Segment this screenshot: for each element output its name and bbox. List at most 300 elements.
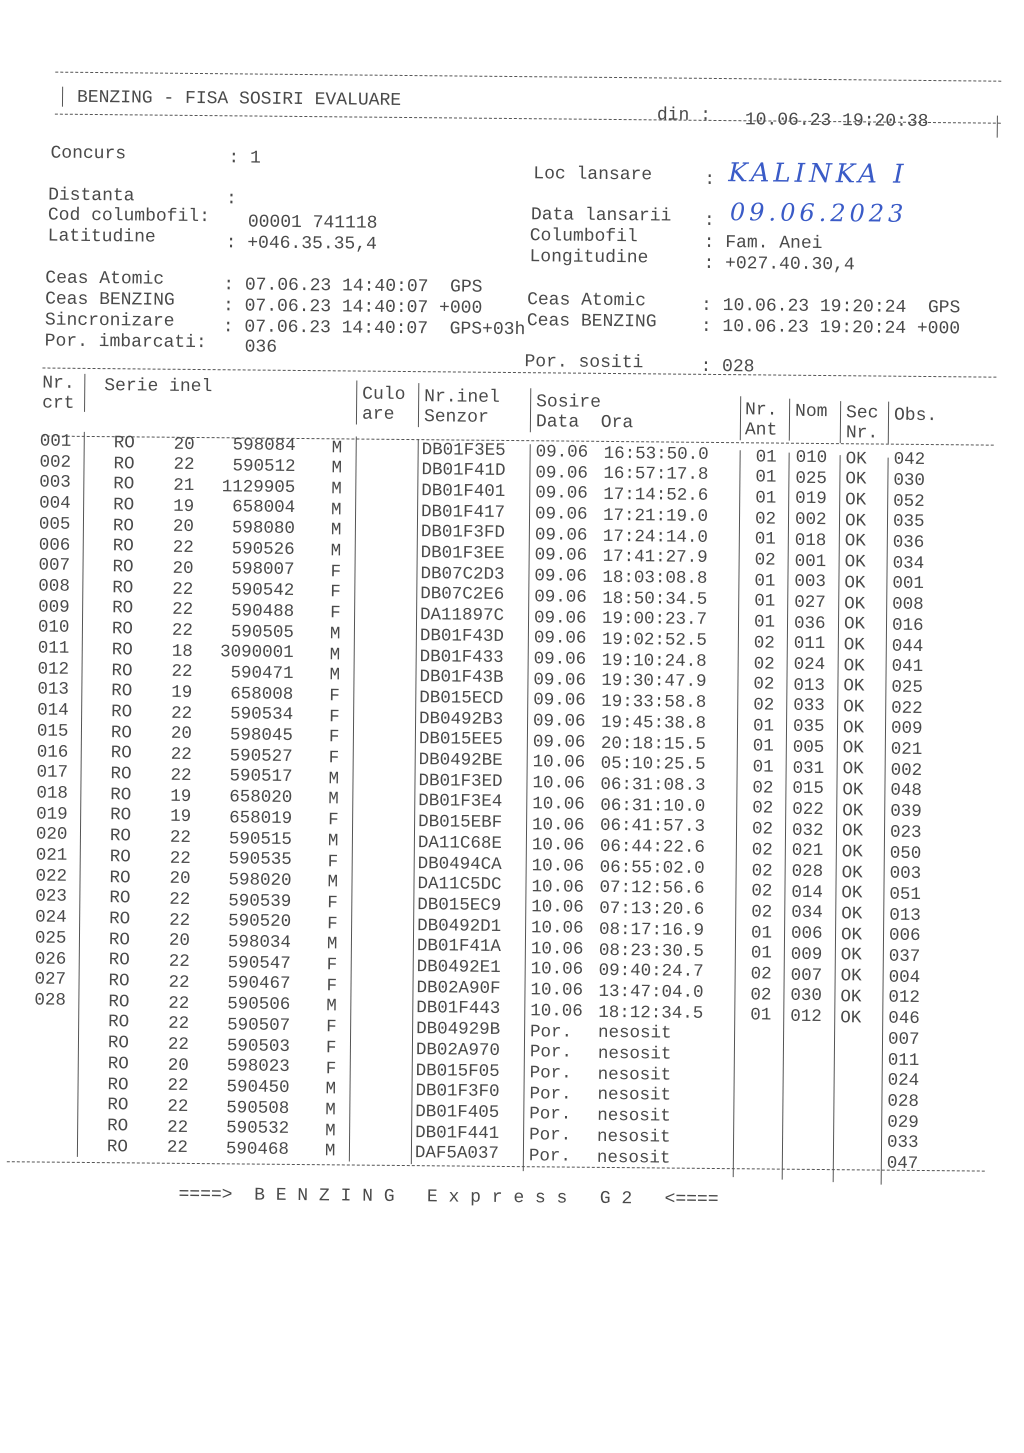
cell-ant: 02 [753,633,775,654]
concurs-value: : 1 [228,148,261,169]
cell-obs: 001 [892,574,925,595]
cell-year: 22 [167,1076,189,1097]
cell-nr: 013 [37,679,69,701]
por-imb-value: 036 [244,337,278,358]
data-lansarii-label: Data lansarii [530,205,672,227]
cell-date: 10.06 [530,1001,583,1022]
cell-time: 06:31:10.0 [600,795,706,817]
cell-sec: OK [840,987,862,1008]
cell-nr: 003 [39,472,71,494]
cell-country: RO [111,660,133,681]
cell-obs: 051 [889,884,922,905]
cell-obs: 039 [890,801,922,823]
footer-text: ====> B E N Z I N G E x p r e s s G 2 <==== [178,1184,719,1211]
cell-nr: 007 [38,555,71,576]
cell-obs: 011 [887,1050,920,1071]
cell-sensor: DB01F3FD [420,522,505,544]
cell-date: 09.06 [535,462,589,484]
cell-obs: 024 [887,1070,920,1092]
cell-country: RO [112,577,134,599]
cell-sensor: DB0492D1 [417,915,502,937]
cell-sec: OK [841,842,863,863]
cell-gender: M [331,458,343,479]
cell-nom: 013 [793,675,826,696]
cell-year: 22 [171,662,193,683]
cell-sensor: DB01F43B [419,667,504,689]
cell-time: 08:23:30.5 [598,940,705,962]
cell-nom: 034 [791,903,823,924]
cell-date: 09.06 [534,587,587,608]
cell-nr: 016 [36,741,69,763]
cell-sensor: DB01F3EE [420,543,505,565]
cell-nr: 020 [35,824,68,846]
ceas-atomic-label: Ceas Atomic [45,268,165,290]
cell-gender: F [327,851,339,872]
cell-sensor: DB01F43D [419,626,504,647]
cell-time: 17:21:19.0 [602,505,709,527]
cell-sensor: DB01F401 [421,481,506,502]
cell-serial: 590471 [230,663,294,684]
hdr-sep-4 [530,388,531,432]
cell-nom: 001 [794,551,827,572]
cell-year: 20 [172,558,194,579]
cell-sec: OK [842,780,864,801]
cell-date: 09.06 [533,669,587,691]
cell-ant: 02 [753,695,775,716]
cell-time: 16:53:50.0 [603,443,709,465]
cell-year: 20 [168,931,191,952]
cell-time: 18:03:08.8 [602,567,708,589]
col-obs: Obs. [893,405,938,427]
cell-time: 13:47:04.0 [598,981,704,1003]
cell-time: 19:02:52.5 [601,629,707,651]
cell-gender: M [328,768,340,790]
cell-sec: OK [844,531,866,552]
cell-ant: 02 [752,778,774,799]
cell-date: 10.06 [531,814,585,836]
body-sep-1 [77,432,85,1157]
loc-colon: : [704,169,716,190]
cell-year: 22 [167,1117,189,1138]
cell-nom: 007 [790,965,823,986]
cell-ant: 02 [751,902,773,923]
cell-time: 07:12:56.6 [599,878,705,900]
cell-serial: 590517 [229,766,293,788]
cell-sec: OK [840,924,863,946]
col-nrant1: Nr. [744,400,778,421]
cell-nom: 005 [792,737,825,758]
cell-time: nesosit [596,1126,671,1148]
cell-year: 22 [167,1096,189,1117]
cell-gender: M [331,499,342,520]
col-nrinel: Nr.inel [424,387,500,408]
cell-year: 20 [167,1055,189,1076]
cell-gender: M [325,1120,336,1141]
cell-nr: 022 [35,866,68,887]
cell-country: RO [111,619,134,640]
cell-nr: 027 [34,969,67,990]
cell-time: nesosit [597,1043,672,1065]
cell-date: 10.06 [531,856,585,877]
col-sec2: Nr. [845,423,879,444]
cell-sensor: DB0492E1 [416,957,501,979]
cell-country: RO [108,929,131,951]
cell-nr: 001 [39,431,72,452]
cell-obs: 022 [891,698,923,719]
hdr-sep-8 [888,402,889,444]
cell-sensor: DA11C5DC [417,874,502,896]
cell-country: RO [110,722,133,744]
cell-date: Por. [529,1063,572,1084]
cell-ant: 01 [750,1005,772,1027]
columbofil-label: Columbofil [529,226,638,248]
cell-sec: OK [842,800,864,821]
cell-gender: M [331,479,342,500]
cell-nom: 011 [793,634,826,655]
cell-country: RO [111,681,133,702]
cell-sec: OK [840,1007,862,1028]
cell-sensor: DB015EBF [418,812,503,834]
cell-nom: 021 [791,841,824,862]
cell-sec: OK [840,966,862,987]
cell-sensor: DB01F3E4 [418,791,503,813]
cell-date: 10.06 [530,938,584,960]
cell-gender: M [327,872,339,893]
cell-serial: 590534 [230,704,294,726]
cell-obs: 044 [891,636,924,657]
cell-country: RO [109,909,131,930]
cell-sec: OK [842,738,864,759]
cell-year: 22 [171,620,194,641]
cell-nr: 012 [37,659,70,680]
cell-gender: M [324,1141,336,1162]
cell-sec: OK [841,862,863,884]
cell-gender: M [327,831,339,852]
cell-nr: 023 [35,886,67,908]
cell-obs: 013 [889,905,921,926]
cell-year: 22 [172,599,194,621]
cell-sensor: DB015EC9 [417,895,502,916]
cell-serial: 590520 [228,911,292,933]
cell-sec: OK [841,883,863,904]
cell-country: RO [113,474,135,495]
cell-serial: 590488 [231,601,295,622]
cell-ant: 01 [753,612,776,633]
cell-nom: 009 [790,944,823,965]
cell-obs: 004 [888,967,921,988]
cell-country: RO [112,557,134,578]
cell-nr: 019 [36,804,68,825]
cell-nom: 019 [795,489,827,510]
header-right-bar [997,116,998,138]
cell-nr: 009 [38,597,70,618]
cell-time: 17:41:27.9 [602,547,708,569]
cell-gender: F [327,893,338,914]
cell-ant: 02 [751,840,773,861]
cell-ant: 01 [754,591,776,613]
cell-nr: 002 [39,452,72,473]
hdr-sep-3 [418,383,419,427]
cell-nr: 028 [34,990,66,1011]
cell-nr: 024 [35,907,67,928]
cell-time: 07:13:20.6 [599,899,705,921]
col-sec1: Sec [845,403,879,424]
cell-year: 21 [173,475,195,496]
cell-sec: OK [842,717,865,739]
cell-ant: 01 [755,446,777,468]
cell-year: 22 [172,537,194,559]
cell-country: RO [107,1095,129,1116]
cell-ant: 01 [752,716,775,737]
cell-date: 09.06 [532,711,586,732]
cell-year: 20 [173,434,195,455]
cell-gender: M [329,644,341,665]
cell-time: nesosit [597,1064,672,1086]
cell-ant: 02 [754,550,776,571]
cell-obs: 002 [890,760,923,781]
long-value: : +027.40.30,4 [703,253,855,276]
cell-serial: 658008 [230,683,294,705]
cell-serial: 658004 [232,497,296,519]
cell-ant: 02 [751,881,773,902]
cell-nr: 021 [35,845,68,866]
cell-date: Por. [528,1145,572,1167]
cell-year: 22 [171,703,193,724]
cell-obs: 007 [887,1029,920,1050]
cell-ant: 01 [750,923,773,944]
cell-time: 06:44:22.6 [599,836,705,858]
cell-date: 09.06 [533,649,587,670]
cell-nom: 014 [791,882,824,903]
cell-nr: 006 [38,534,71,556]
cell-ant: 02 [751,819,774,840]
cell-serial: 590535 [228,849,292,871]
cell-obs: 041 [891,656,924,678]
hdr-sep-7 [840,401,841,443]
body-sep-5 [733,450,741,1177]
cell-gender: F [326,1017,337,1038]
r-ceas-benzing-value: : 10.06.23 19:20:24 +000 [700,316,961,340]
cell-country: RO [112,536,134,557]
cell-nom: 025 [795,468,828,489]
din-label: din : [656,105,712,126]
cell-nom: 010 [795,447,828,469]
distanta-label: Distanta [48,185,135,207]
cell-serial: 590508 [226,1097,290,1119]
cell-date: 10.06 [531,897,584,919]
cell-country: RO [108,950,130,971]
cell-date: 09.06 [532,731,586,753]
cell-sec: OK [843,614,866,635]
col-are: are [361,404,395,425]
cell-nom: 028 [791,861,824,883]
cell-gender: M [325,1079,337,1100]
cell-sec: OK [840,945,862,966]
cell-nom: 018 [794,530,827,551]
cell-sec: OK [843,655,865,677]
cell-sensor: DB0492BE [418,750,503,772]
cell-year: 20 [172,517,195,538]
cell-gender: M [330,541,342,562]
cell-sensor: DB015ECD [419,688,504,709]
cell-nom: 012 [790,1006,822,1027]
cell-obs: 030 [893,470,926,491]
cell-gender: M [330,520,342,541]
cell-obs: 036 [892,532,925,554]
cell-gender: F [329,706,340,727]
cell-nr: 018 [36,783,68,804]
cell-time: 06:31:08.3 [600,774,706,796]
cell-serial: 598020 [228,870,292,891]
cell-date: 10.06 [530,918,584,939]
cell-date: Por. [529,1083,572,1105]
cell-nr: 005 [38,514,71,535]
cell-nom: 036 [793,613,826,634]
cell-year: 22 [166,1138,189,1159]
cell-sec: OK [843,676,865,697]
cell-time: nesosit [597,1023,672,1044]
loc-handwritten: KALINKA I [728,158,908,190]
cell-country: RO [107,1033,130,1054]
por-imb-label: Por. imbarcati: [44,331,207,354]
cell-sec: OK [844,573,866,594]
cell-gender: M [331,437,343,458]
cell-time: 08:17:16.9 [598,919,705,941]
body-sep-7 [833,455,841,1182]
cell-nom: 035 [792,716,825,738]
cell-serial: 598007 [231,559,295,581]
cell-sensor: DB0494CA [417,853,502,875]
cell-serial: 590515 [228,828,293,850]
cell-sensor: DB01F3F0 [415,1081,500,1103]
cell-time: 20:18:15.5 [600,733,706,755]
cell-sensor: DB015F05 [415,1060,500,1082]
cell-date: 09.06 [534,566,588,587]
cell-date: 10.06 [530,959,584,981]
cell-date: Por. [529,1125,572,1146]
cell-obs: 035 [892,512,925,533]
cell-country: RO [110,784,132,806]
cell-country: RO [113,453,135,474]
cell-serial: 1129905 [221,476,296,498]
cell-country: RO [111,702,133,723]
body-sep-6 [782,453,790,1180]
cell-date: 10.06 [532,794,585,815]
cell-country: RO [108,1012,130,1033]
cell-gender: M [328,789,339,810]
col-nom: Nom [794,401,828,423]
cell-date: 10.06 [532,773,586,794]
cell-sensor: DA11C68E [417,833,503,854]
cell-year: 22 [170,744,192,766]
sincronizare-label: Sincronizare [44,310,175,332]
cell-country: RO [109,867,131,888]
cell-date: Por. [529,1104,572,1125]
cell-sec: OK [841,904,863,925]
cell-serial: 598080 [231,518,296,539]
cell-gender: F [330,582,341,603]
cell-country: RO [107,1054,129,1075]
cell-obs: 021 [890,739,923,761]
cell-gender: M [326,934,338,955]
cell-sensor: DB01F443 [416,998,501,1020]
cell-ant: 01 [754,571,776,592]
cell-gender: F [328,810,339,831]
columbofil-value: : Fam. Anei [703,232,823,254]
cell-country: RO [107,1116,129,1137]
cell-gender: F [325,1058,337,1079]
cell-time: 06:55:02.0 [599,857,705,879]
cell-serial: 590506 [227,994,291,1016]
col-senzor: Senzor [423,407,489,428]
cell-obs: 009 [890,719,923,740]
cell-country: RO [106,1136,129,1158]
cell-obs: 042 [893,449,926,471]
ceas-atomic-value: : 07.06.23 14:40:07 GPS [223,275,483,298]
col-serie: Serie inel [104,376,213,398]
cell-ant: 01 [752,757,774,778]
cell-year: 19 [170,806,192,828]
cell-nom: 032 [791,820,824,841]
cell-serial: 590467 [227,973,291,995]
cell-country: RO [109,826,132,847]
cell-date: 09.06 [533,628,587,649]
r-ceas-atomic-label: Ceas Atomic [527,290,647,312]
concurs-label: Concurs [50,143,127,165]
cell-time: 06:41:57.3 [599,816,706,838]
cell-country: RO [109,888,131,909]
cell-nom: 006 [790,923,823,945]
cell-ant: 01 [752,736,774,757]
cell-ant: 01 [754,529,776,550]
cell-time: 19:10:24.8 [601,650,707,672]
cell-time: 17:24:14.0 [602,526,708,548]
cell-country: RO [113,433,135,454]
cell-obs: 003 [889,863,922,885]
cell-nr: 015 [36,721,69,742]
cell-gender: F [327,913,338,934]
cell-country: RO [107,1074,129,1095]
cell-nom: 002 [794,509,827,531]
cell-year: 19 [170,786,192,807]
cell-country: RO [110,743,132,764]
cell-nr: 025 [34,928,67,949]
col-sosire: Sosire [536,392,602,413]
cell-sensor: DB01F441 [415,1122,500,1144]
din-value: 10.06.23 19:20:38 [744,110,929,133]
cell-ant: 02 [751,860,773,882]
cell-serial: 590526 [231,539,295,560]
cell-year: 22 [173,455,195,476]
cell-obs: 006 [888,926,921,947]
cell-ant: 02 [750,985,772,1006]
data-lansarii-colon: : [703,210,715,231]
cell-nr: 011 [37,638,70,659]
cell-nr: 008 [38,576,70,597]
cell-nom: 015 [792,778,825,800]
ceas-benzing-label: Ceas BENZING [45,289,175,311]
cell-country: RO [109,847,131,868]
cell-year: 22 [168,972,190,993]
cell-time: 18:50:34.5 [602,588,708,610]
ceas-benzing-value: : 07.06.23 14:40:07 +000 [222,296,483,319]
cell-serial: 590505 [230,621,295,643]
body-sep-2 [349,437,357,1162]
r-ceas-atomic-value: : 10.06.23 19:20:24 GPS [700,295,961,319]
header-top-rule [55,72,1001,82]
cell-date: 10.06 [530,980,584,1001]
cell-obs: 023 [889,822,922,843]
